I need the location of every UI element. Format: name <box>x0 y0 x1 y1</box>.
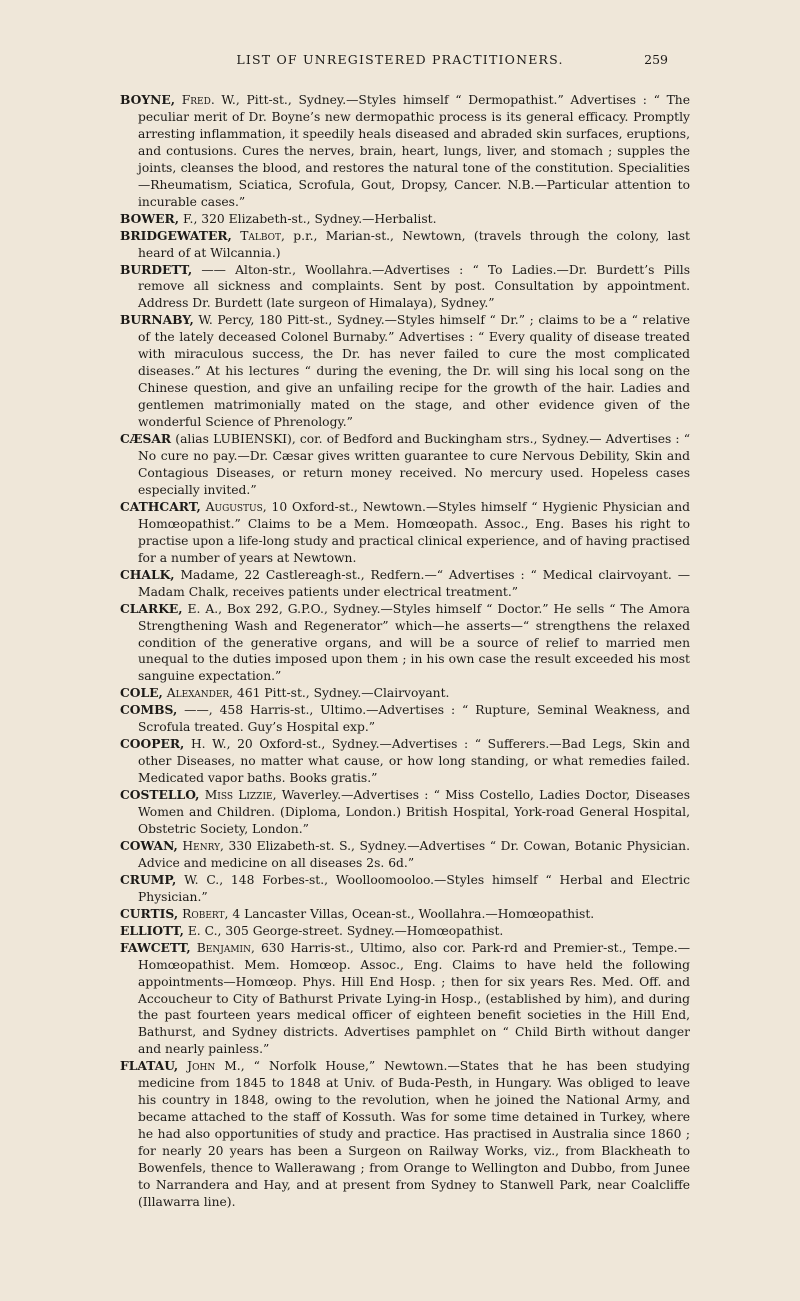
practitioner-surname: FLATAU, <box>120 1058 179 1074</box>
practitioner-surname: CLARKE, <box>120 600 183 616</box>
practitioner-surname: BURNABY, <box>120 312 194 328</box>
practitioner-entry <box>120 312 690 431</box>
entry-text: Waverley.—Advertises : “ Miss Costello, Ladies Doctor, Diseases Women and Children. (Diploma, London.) British Hospital, York-road General Hospital, Obstetric Society, London.” <box>138 788 691 836</box>
practitioner-entry <box>120 940 690 1059</box>
practitioner-entry <box>120 92 690 211</box>
practitioner-surname: CRUMP, <box>120 871 177 887</box>
practitioner-surname: BOYNE, <box>120 92 176 107</box>
practitioner-surname: CATHCART, <box>120 498 201 514</box>
entry-text: Madame, 22 Castlereagh-st., Redfern.—“ Advertises : “ Medical clairvoyant. —Madam Chalk, receives patients under electrical treatment.” <box>138 567 690 599</box>
practitioner-surname: FAWCETT, <box>120 939 191 955</box>
entry-text: E. C., 305 George-street. Sydney.—Homœopathist. <box>183 923 504 938</box>
entry-text: 4 Lancaster Villas, Ocean-st., Woollahra.—Homœopathist. <box>228 906 595 921</box>
practitioner-surname: ELLIOTT, <box>120 922 184 938</box>
entry-text: ——, 458 Harris-st., Ultimo.—Advertises : “ Rupture, Seminal Weakness, and Scrofula treated. Guy’s Hospital exp.” <box>138 703 690 735</box>
entry-text: W. C., 148 Forbes-st., Woolloomooloo.—Styles himself “ Herbal and Electric Physician.” <box>138 872 690 904</box>
running-title: LIST OF UNREGISTERED PRACTITIONERS. <box>236 52 564 67</box>
practitioner-entry <box>120 702 690 736</box>
practitioner-surname: BRIDGEWATER, <box>120 227 232 243</box>
practitioner-surname: CURTIS, <box>120 905 179 921</box>
practitioner-forename: Robert, <box>182 906 229 921</box>
entry-text: H. W., 20 Oxford-st., Sydney.—Advertises : “ Sufferers.—Bad Legs, Skin and other Diseases, no matter what cause, or how long standing, or what remedies failed. Medicated vapor baths. Books gratis.” <box>138 737 690 786</box>
entry-text: (alias LUBIENSKI), cor. of Bedford and Buckingham strs., Sydney.— Advertises : “ No cure no pay.—Dr. Cæsar gives written guarantee to cure Nervous Debility, Skin and Contagious Diseases, or return money received. No mercury used. Hopeless cases especially invited.” <box>138 432 690 497</box>
practitioner-entry <box>120 923 690 940</box>
practitioner-entry <box>120 685 690 702</box>
entry-text: 10 Oxford-st., Newtown.—Styles himself “ Hygienic Physician and Homœopathist.” Claims to be a Mem. Homœopath. Assoc., Eng. Bases his right to practise upon a life-long study and practical clinical experience, and of having practised for a number of years at Newtown. <box>138 499 690 565</box>
practitioner-entry <box>120 567 690 601</box>
practitioner-surname: COSTELLO, <box>120 787 200 803</box>
practitioner-forename: Alexander, <box>166 686 234 701</box>
entry-text: E. A., Box 292, G.P.O., Sydney.—Styles himself “ Doctor.” He sells “ The Amora Strengthening Wash and Regenerator” which—he asserts—“ strengthens the relaxed condition of the generative organs, and will be a source of relief to married men unequal to the duties imposed upon them ; in his own case the result exceeded his most sanguine expectation.” <box>138 601 690 684</box>
practitioner-entry <box>120 601 690 686</box>
practitioner-entry <box>120 872 690 906</box>
practitioner-forename: Miss Lizzie, <box>204 788 277 803</box>
page-number: 259 <box>644 52 668 67</box>
practitioner-entry <box>120 736 690 787</box>
entry-text: M., “ Norfolk House,” Newtown.—States that he has been studying medicine from 1845 to 1848 at Univ. of Buda-Pesth, in Hungary. Was obliged to leave his country in 1848, owing to the revolution, when he joined the National Army, and became attached to the staff of Kossuth. Was for some time detained in Turkey, where he had also opportunities of study and practice. Has practised in Australia since 1860 ; for nearly 20 years has been a Surgeon on Railway Works, viz., from Blackheath to Bowenfels, thence to Wallerawang ; from Orange to Wellington and Dubbo, from Junee to Narrandera and Hay, and at present from Sydney to Stanwell Park, near Coalcliffe (Illawarra line). <box>138 1059 690 1209</box>
practitioner-entry <box>120 787 690 838</box>
practitioner-entry <box>120 262 690 313</box>
practitioner-forename: Benjamin, <box>196 940 255 955</box>
entry-text: 330 Elizabeth-st. S., Sydney.—Advertises “ Dr. Cowan, Botanic Physician. Advice and medicine on all diseases 2s. 6d.” <box>138 838 690 870</box>
entry-list <box>120 92 690 1211</box>
practitioner-forename: Talbot, <box>240 228 285 243</box>
entry-text: 461 Pitt-st., Sydney.—Clairvoyant. <box>233 686 450 701</box>
practitioner-forename: Augustus, <box>205 499 267 514</box>
practitioner-entry <box>120 228 690 262</box>
practitioner-forename: Henry, <box>182 838 224 853</box>
practitioner-surname: BURDETT, <box>120 261 193 277</box>
practitioner-surname: CÆSAR <box>120 431 172 447</box>
practitioner-surname: COOPER, <box>120 736 185 752</box>
practitioner-surname: COLE, <box>120 685 163 701</box>
entry-text: 630 Harris-st., Ultimo, also cor. Park-rd and Premier-st., Tempe.—Homœopathist. Mem. Homœop. Assoc., Eng. Claims to have held the following appointments—Homœop. Phys. Hill End Hosp. ; then for six years Res. Med. Off. and Accoucheur to City of Bathurst Private Lying-in Hosp., (established by him), and during the past fourteen years medical officer of eighteen benefit societies in the Hill End, Bathurst, and Sydney districts. Advertises pamphlet on “ Child Birth without danger and nearly painless.” <box>138 940 690 1057</box>
practitioner-entry <box>120 499 690 567</box>
entry-text: p.r., Marian-st., Newtown, (travels through the colony, last heard of at Wilcannia.) <box>138 228 690 260</box>
practitioner-surname: COWAN, <box>120 837 178 853</box>
practitioner-forename: Fred. <box>181 93 215 107</box>
practitioner-entry <box>120 906 690 923</box>
practitioner-entry <box>120 1058 690 1211</box>
entry-text: W. Percy, 180 Pitt-st., Sydney.—Styles himself “ Dr.” ; claims to be a “ relative of the lately deceased Colonel Burnaby.” Advertises : “ Every quality of disease treated with miraculous success, the Dr. has never failed to cure the most complicated diseases.” At his lectures “ during the evening, the Dr. will sing his local song on the Chinese question, and give an unfailing recipe for the growth of the hair. Ladies and gentlemen matrimonially mated on the stage, and other evidence given of the wonderful Science of Phrenology.” <box>138 313 690 430</box>
practitioner-entry <box>120 211 690 228</box>
running-head <box>0 52 800 72</box>
practitioner-entry <box>120 838 690 872</box>
practitioner-surname: BOWER, <box>120 210 180 226</box>
practitioner-surname: CHALK, <box>120 566 175 582</box>
entry-text: F., 320 Elizabeth-st., Sydney.—Herbalist. <box>179 211 437 226</box>
practitioner-surname: COMBS, <box>120 702 178 718</box>
practitioner-entry <box>120 431 690 499</box>
entry-text: W., Pitt-st., Sydney.—Styles himself “ Dermopathist.” Advertises : “ The peculiar merit of Dr. Boyne’s new dermopathic process is its general efficacy. Promptly arresting inflammation, it speedily heals diseased and abraded skin surfaces, eruptions, and contusions. Cures the nerves, brain, heart, lungs, liver, and stomach ; supples the joints, cleanses the blood, and restores the natural tone of the constitution. Specialities—Rheumatism, Sciatica, Scrofula, Gout, Dropsy, Cancer. N.B.—Particular attention to incurable cases.” <box>138 93 690 209</box>
practitioner-forename: John <box>187 1059 216 1074</box>
entry-text: —— Alton-str., Woollahra.—Advertises : “ To Ladies.—Dr. Burdett’s Pills remove all sickness and complaints. Sent by post. Consultation by appointment. Address Dr. Burdett (late surgeon of Himalaya), Sydney.” <box>138 262 690 311</box>
